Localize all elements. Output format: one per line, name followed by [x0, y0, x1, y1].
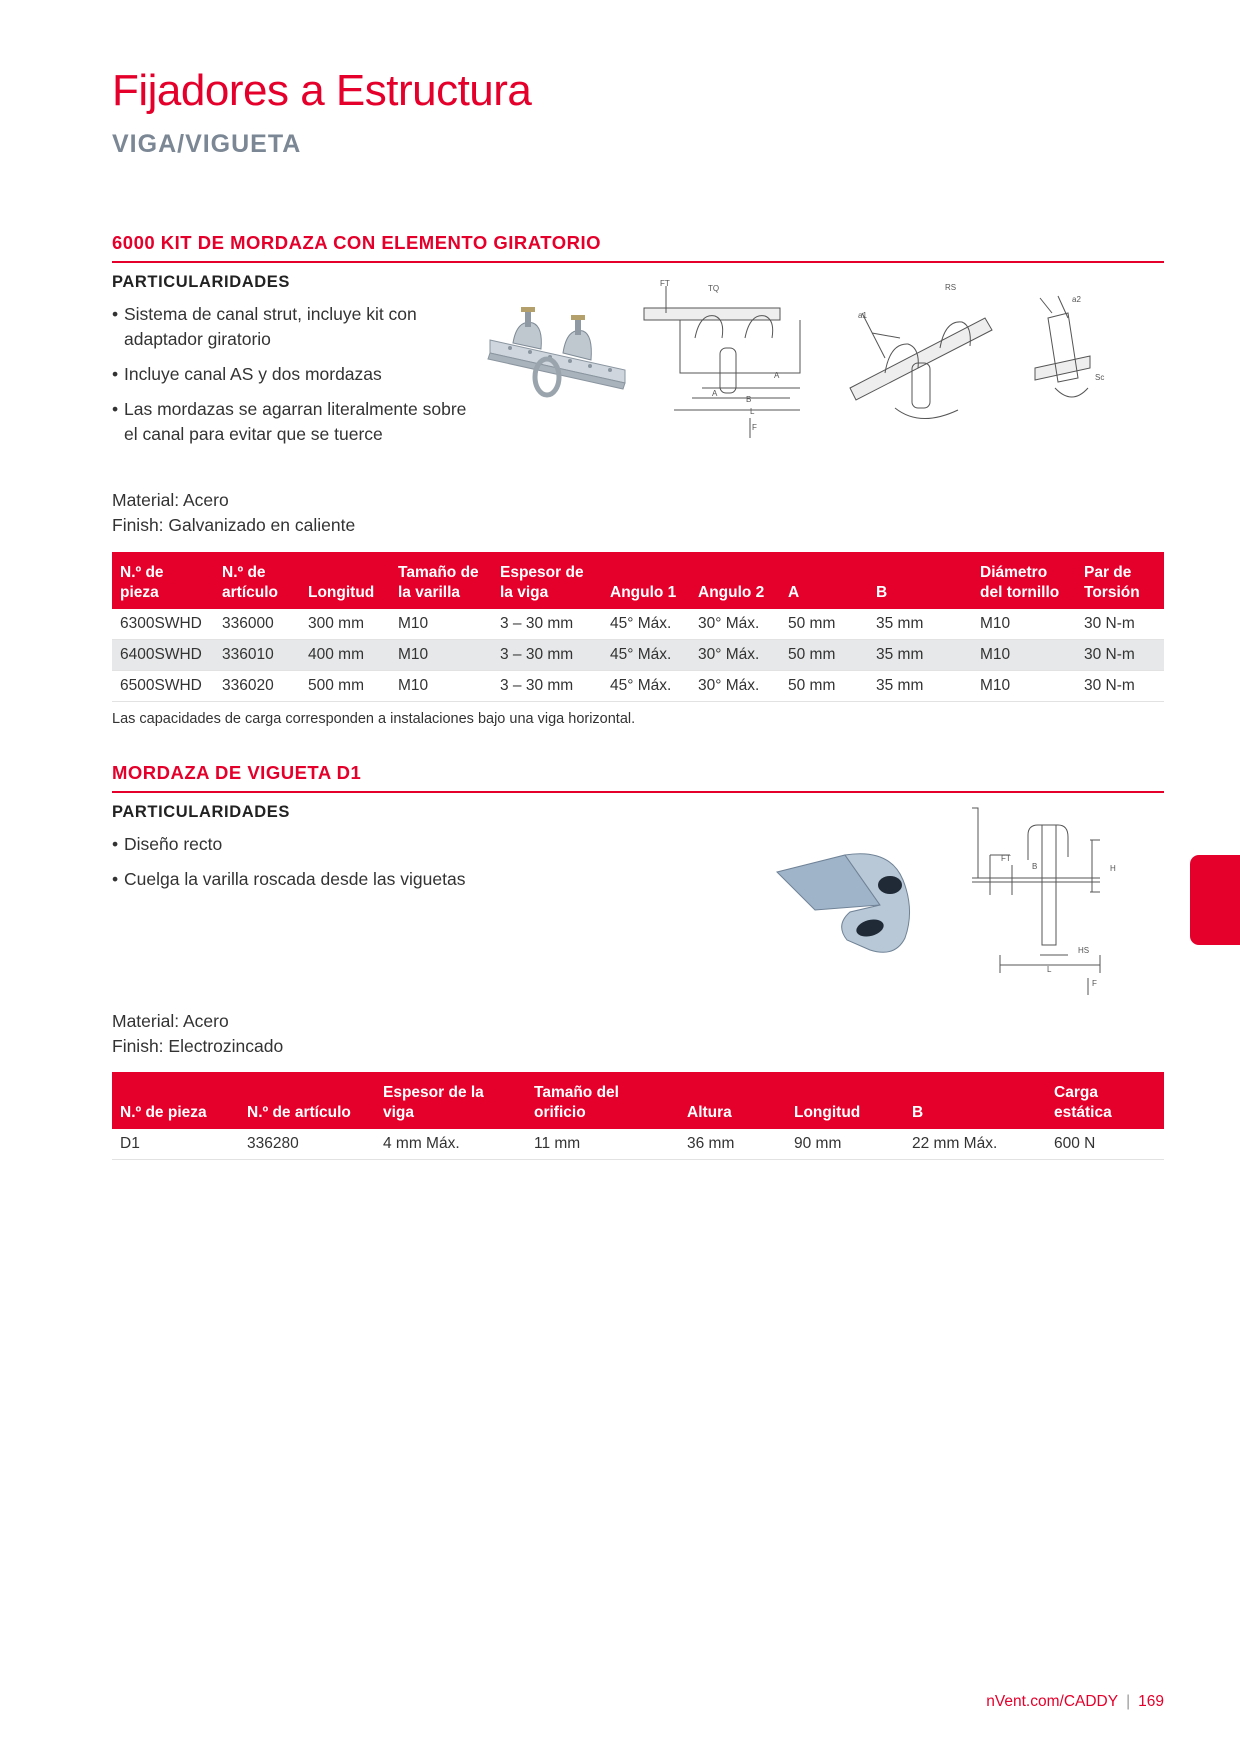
section2-feature-list [112, 832, 572, 902]
diagram-label: H [1110, 864, 1116, 873]
diagram-label: A [712, 389, 718, 398]
joist-clamp-diagram [970, 805, 1130, 1000]
col-header: B [868, 552, 972, 609]
cell: 50 mm [780, 640, 868, 671]
page-title: Fijadores a Estructura [112, 66, 532, 115]
cell: 30° Máx. [690, 671, 780, 702]
col-header: Altura [679, 1072, 786, 1129]
feature-item: • Cuelga la varilla roscada desde las viguetas [112, 867, 572, 892]
page-number: 169 [1138, 1693, 1164, 1710]
cell: 336000 [214, 609, 300, 640]
cell: M10 [972, 671, 1076, 702]
diagram-label: L [750, 407, 755, 416]
diagram-label: A [774, 371, 780, 380]
section1-heading: 6000 KIT DE MORDAZA CON ELEMENTO GIRATORIO [112, 232, 1164, 263]
col-header: Angulo 2 [690, 552, 780, 609]
section1-finish: Finish: Galvanizado en caliente [112, 515, 356, 535]
footer-separator: | [1126, 1693, 1131, 1710]
cell: 45° Máx. [602, 609, 690, 640]
cell: 30 N-m [1076, 640, 1164, 671]
cell: 600 N [1046, 1129, 1164, 1160]
cell: M10 [972, 640, 1076, 671]
section2-features-heading: PARTICULARIDADES [112, 803, 290, 821]
section2-finish: Finish: Electrozincado [112, 1036, 284, 1056]
diagram-label: RS [945, 283, 957, 292]
cell: 6500SWHD [112, 671, 214, 702]
col-header: Tamaño del orificio [526, 1072, 679, 1129]
cell: 336020 [214, 671, 300, 702]
col-header: Angulo 1 [602, 552, 690, 609]
cell: 336280 [239, 1129, 375, 1160]
section2-material: Material: Acero [112, 1011, 229, 1031]
cell: 30 N-m [1076, 609, 1164, 640]
col-header: Par de Torsión [1076, 552, 1164, 609]
diagram-label: F [1092, 979, 1097, 988]
section1-spec-table [112, 552, 1164, 702]
page-subtitle: VIGA/VIGUETA [112, 130, 302, 158]
cell: 35 mm [868, 640, 972, 671]
col-header: Carga estática [1046, 1072, 1164, 1129]
col-header: N.º de artículo [214, 552, 300, 609]
diagram-label: FT [1001, 854, 1011, 863]
cell: 11 mm [526, 1129, 679, 1160]
col-header: N.º de pieza [112, 1072, 239, 1129]
section1-feature-list [112, 302, 472, 457]
cell: M10 [390, 671, 492, 702]
cell: 400 mm [300, 640, 390, 671]
cell: 30° Máx. [690, 640, 780, 671]
diagram-label: L [1047, 965, 1052, 974]
table-row [112, 671, 1164, 702]
cell: 6400SWHD [112, 640, 214, 671]
diagram-label: FT [660, 279, 670, 288]
cell: M10 [972, 609, 1076, 640]
cell: D1 [112, 1129, 239, 1160]
cell: 45° Máx. [602, 671, 690, 702]
cell: 35 mm [868, 609, 972, 640]
section2-heading: MORDAZA DE VIGUETA D1 [112, 762, 1164, 793]
table-header-row [112, 552, 1164, 609]
col-header: B [904, 1072, 1046, 1129]
col-header: Longitud [300, 552, 390, 609]
cell: 336010 [214, 640, 300, 671]
feature-item: • Las mordazas se agarran literalmente sobre el canal para evitar que se tuerce [112, 397, 472, 447]
footer-url[interactable]: nVent.com/CADDY [986, 1693, 1119, 1710]
section2-spec-table [112, 1072, 1164, 1160]
cell: M10 [390, 609, 492, 640]
section-tab-marker [1190, 855, 1240, 945]
cell: M10 [390, 640, 492, 671]
diagram-label: Sc [1095, 373, 1105, 382]
feature-item: • Sistema de canal strut, incluye kit con adaptador giratorio [112, 302, 472, 352]
feature-item: • Diseño recto [112, 832, 572, 857]
table-row [112, 609, 1164, 640]
cell: 4 mm Máx. [375, 1129, 526, 1160]
col-header: Longitud [786, 1072, 904, 1129]
cell: 45° Máx. [602, 640, 690, 671]
cell: 50 mm [780, 671, 868, 702]
cell: 3 – 30 mm [492, 609, 602, 640]
col-header: Tamaño de la varilla [390, 552, 492, 609]
diagram-label: TQ [708, 284, 720, 293]
cell: 300 mm [300, 609, 390, 640]
cell: 36 mm [679, 1129, 786, 1160]
table-row [112, 1129, 1164, 1160]
diagram-label: HS [1078, 946, 1090, 955]
col-header: A [780, 552, 868, 609]
diagram-label: a2 [1072, 295, 1081, 304]
diagram-label: B [746, 395, 752, 404]
table-row [112, 640, 1164, 671]
page-footer [986, 1693, 1164, 1711]
section1-material: Material: Acero [112, 490, 229, 510]
cell: 6300SWHD [112, 609, 214, 640]
diagram-label: B [1032, 862, 1038, 871]
joist-clamp-photo [775, 850, 940, 960]
clamp-kit-diagrams [640, 278, 1105, 438]
cell: 22 mm Máx. [904, 1129, 1046, 1160]
diagram-label: a1 [858, 311, 867, 320]
cell: 500 mm [300, 671, 390, 702]
clamp-kit-photo [485, 305, 635, 405]
col-header: Espesor de la viga [492, 552, 602, 609]
cell: 50 mm [780, 609, 868, 640]
cell: 3 – 30 mm [492, 640, 602, 671]
table-header-row [112, 1072, 1164, 1129]
diagram-label: F [752, 423, 757, 432]
cell: 30° Máx. [690, 609, 780, 640]
col-header: N.º de pieza [112, 552, 214, 609]
cell: 35 mm [868, 671, 972, 702]
cell: 90 mm [786, 1129, 904, 1160]
col-header: Diámetro del tornillo [972, 552, 1076, 609]
feature-item: • Incluye canal AS y dos mordazas [112, 362, 472, 387]
section1-features-heading: PARTICULARIDADES [112, 273, 290, 291]
cell: 30 N-m [1076, 671, 1164, 702]
col-header: Espesor de la viga [375, 1072, 526, 1129]
section1-load-note: Las capacidades de carga corresponden a instalaciones bajo una viga horizontal. [112, 711, 636, 727]
col-header: N.º de artículo [239, 1072, 375, 1129]
cell: 3 – 30 mm [492, 671, 602, 702]
